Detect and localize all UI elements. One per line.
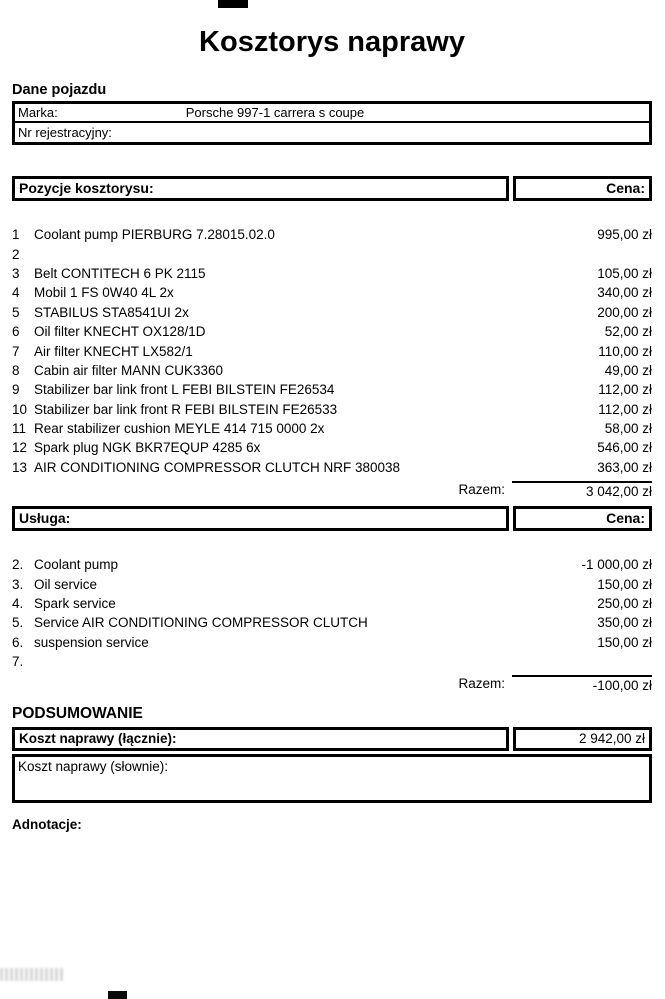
vehicle-section-heading: Dane pojazdu	[12, 82, 107, 98]
item-number: 1	[12, 227, 20, 243]
summary-total-row	[12, 727, 652, 751]
item-number: 10	[12, 401, 28, 417]
item-description: Stabilizer bar link front L FEBI BILSTEIN FE26534	[34, 382, 335, 398]
table-row	[12, 303, 652, 322]
item-price: 546,00 zł	[597, 440, 652, 456]
item-number: 7.	[12, 654, 24, 670]
item-number: 3.	[12, 576, 24, 592]
item-description: Service AIR CONDITIONING COMPRESSOR CLUTCH	[34, 615, 368, 631]
table-row	[12, 225, 652, 244]
item-number: 8	[12, 362, 20, 378]
item-price: 363,00 zł	[597, 459, 652, 475]
table-row	[12, 244, 652, 263]
services-header-price: Cena:	[513, 506, 652, 531]
item-price: 200,00 zł	[597, 304, 652, 320]
item-price: 995,00 zł	[597, 227, 652, 243]
table-row	[12, 419, 652, 438]
item-price: 58,00 zł	[604, 421, 652, 437]
item-price: 52,00 zł	[604, 324, 652, 340]
item-description: STABILUS STA8541UI 2x	[34, 304, 189, 320]
table-row	[12, 341, 652, 360]
item-number: 2.	[12, 557, 24, 573]
item-description: Spark service	[34, 596, 116, 612]
table-row	[12, 633, 652, 652]
item-number: 6.	[12, 634, 24, 650]
item-description: AIR CONDITIONING COMPRESSOR CLUTCH NRF 380038	[34, 459, 401, 475]
item-number: 9	[12, 382, 20, 398]
item-description: Rear stabilizer cushion MEYLE 414 715 0000 2x	[34, 421, 325, 437]
item-number: 13	[12, 459, 28, 475]
table-row	[12, 458, 652, 477]
table-row	[12, 361, 652, 380]
item-price: 340,00 zł	[597, 285, 652, 301]
vehicle-make-value: Porsche 997-1 carrera s coupe	[185, 105, 365, 120]
services-header-title: Usługa:	[12, 506, 509, 531]
parts-total-value: 3 042,00 zł	[512, 481, 652, 499]
item-price: 150,00 zł	[597, 576, 652, 592]
item-number: 11	[12, 421, 27, 437]
services-header-row	[12, 506, 652, 531]
item-number: 6	[12, 324, 20, 340]
services-total-value: -100,00 zł	[512, 675, 652, 693]
table-row	[12, 652, 652, 671]
summary-heading: PODSUMOWANIE	[12, 705, 143, 723]
table-row	[15, 104, 649, 123]
watermark-artifact	[0, 968, 64, 981]
item-number: 3	[12, 265, 20, 281]
parts-list	[12, 225, 652, 477]
item-number: 4.	[12, 596, 24, 612]
item-price: 105,00 zł	[597, 265, 652, 281]
item-description: Oil filter KNECHT OX128/1D	[34, 324, 206, 340]
parts-header-title: Pozycje kosztorysu:	[12, 176, 509, 201]
item-description: Spark plug NGK BKR7EQUP 4285 6x	[34, 440, 261, 456]
summary-total-label: Koszt naprawy (łącznie):	[12, 727, 509, 751]
table-row	[12, 400, 652, 419]
item-description: Belt CONTITECH 6 PK 2115	[34, 265, 206, 281]
vehicle-make-label: Marka:	[18, 105, 58, 120]
table-row	[12, 594, 652, 613]
item-description: Stabilizer bar link front R FEBI BILSTEIN FE26533	[34, 401, 338, 417]
vehicle-table	[12, 101, 652, 145]
item-price: 49,00 zł	[604, 362, 652, 378]
table-row	[12, 380, 652, 399]
table-row	[12, 555, 652, 574]
table-row	[12, 613, 652, 632]
document	[12, 0, 652, 832]
vehicle-registration-label: Nr rejestracyjny:	[18, 125, 112, 140]
item-description: Coolant pump	[34, 557, 119, 573]
table-row	[12, 264, 652, 283]
page-title: Kosztorys naprawy	[199, 26, 465, 58]
services-total-label: Razem:	[458, 676, 505, 692]
services-total-row	[12, 673, 652, 694]
summary-total-value: 2 942,00 zł	[513, 727, 652, 751]
item-price: 150,00 zł	[597, 634, 652, 650]
parts-header-price: Cena:	[513, 176, 652, 201]
table-row	[12, 438, 652, 457]
item-price: 350,00 zł	[597, 615, 652, 631]
item-description: Air filter KNECHT LX582/1	[34, 343, 193, 359]
summary-words-label: Koszt naprawy (słownie):	[18, 759, 169, 775]
item-description: Mobil 1 FS 0W40 4L 2x	[34, 285, 174, 301]
parts-total-label: Razem:	[458, 482, 505, 498]
item-price: 250,00 zł	[597, 596, 652, 612]
item-price: 110,00 zł	[598, 343, 652, 359]
scan-artifact-bottom	[108, 991, 127, 999]
summary-words-box	[12, 754, 652, 803]
table-row	[12, 283, 652, 302]
item-description: Cabin air filter MANN CUK3360	[34, 362, 224, 378]
item-price: 112,00 zł	[598, 401, 652, 417]
item-number: 7	[12, 343, 20, 359]
scan-artifact-top	[218, 0, 248, 8]
table-row	[12, 574, 652, 593]
item-number: 12	[12, 440, 28, 456]
item-price: -1 000,00 zł	[581, 557, 652, 573]
table-row	[15, 123, 649, 142]
notes-heading: Adnotacje:	[12, 817, 82, 833]
table-row	[12, 322, 652, 341]
parts-header-row	[12, 176, 652, 201]
item-description: suspension service	[34, 634, 149, 650]
item-description: Oil service	[34, 576, 98, 592]
parts-total-row	[12, 479, 652, 500]
services-list	[12, 555, 652, 671]
item-number: 5.	[12, 615, 24, 631]
item-number: 2	[12, 246, 20, 262]
item-price: 112,00 zł	[598, 382, 652, 398]
item-number: 4	[12, 285, 20, 301]
item-description: Coolant pump PIERBURG 7.28015.02.0	[34, 227, 275, 243]
item-number: 5	[12, 304, 20, 320]
